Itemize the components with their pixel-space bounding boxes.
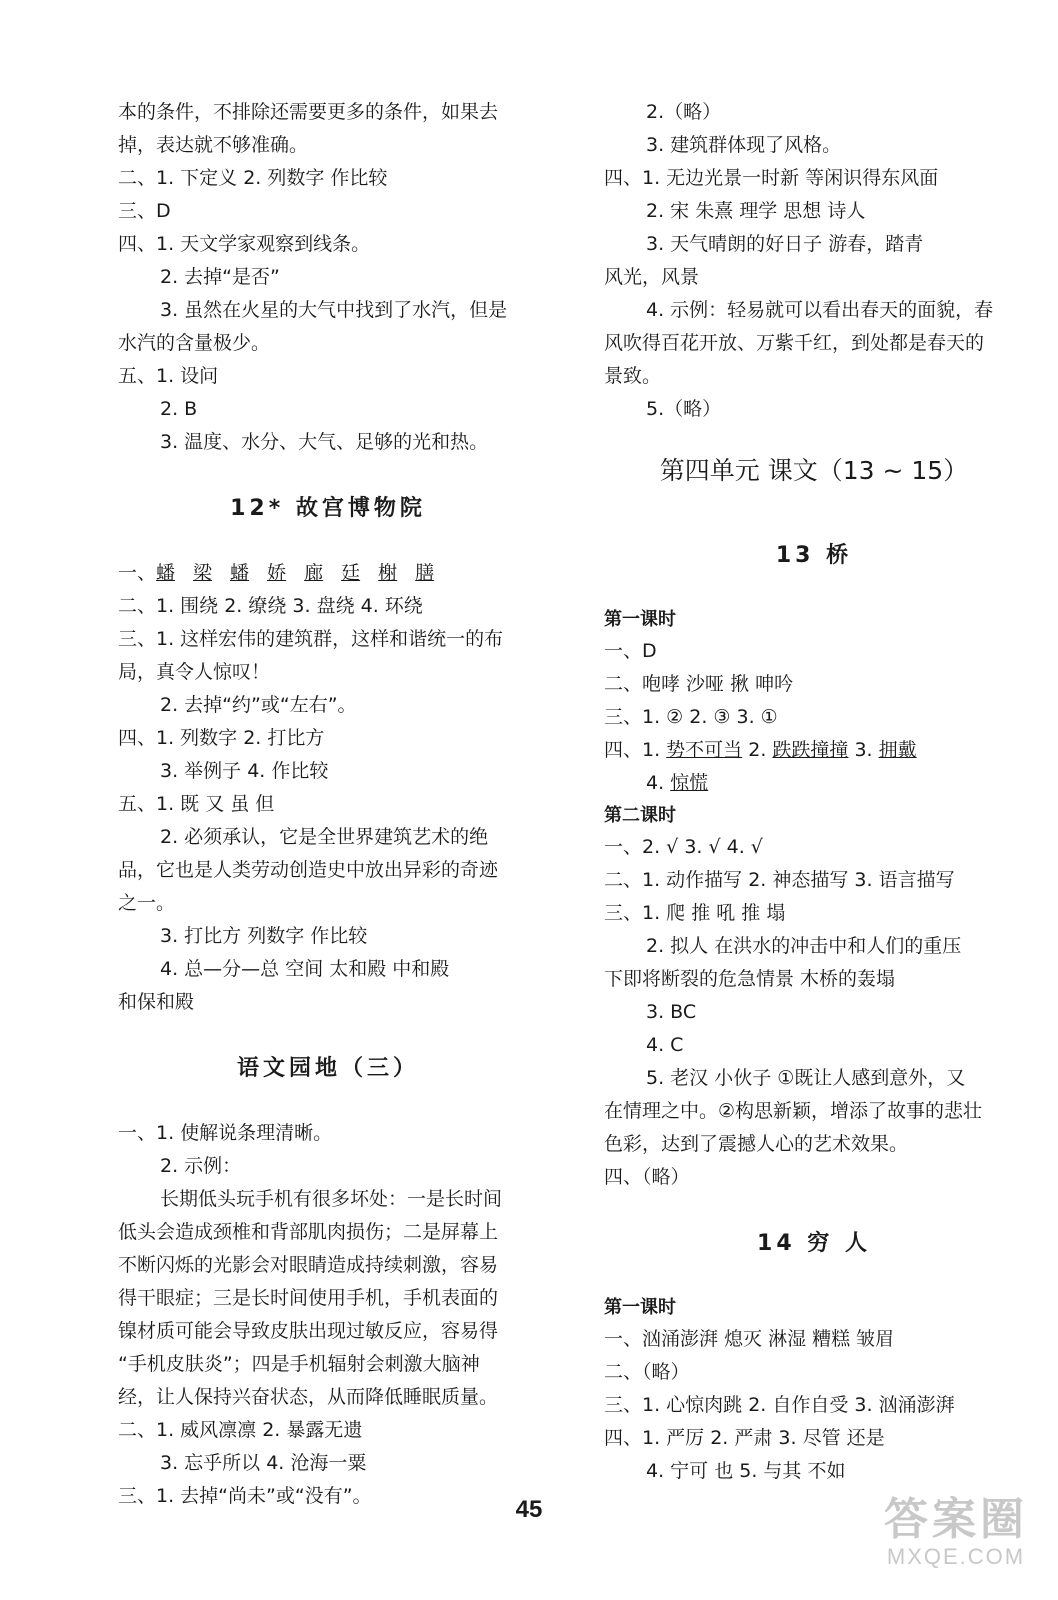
text-line: 和保和殿 xyxy=(118,991,195,1013)
period-heading: 第一课时 xyxy=(604,1297,676,1318)
text-line: 2.（略） xyxy=(646,101,722,123)
watermark-logo xyxy=(884,1496,1028,1570)
text-line: 4. C xyxy=(646,1034,684,1056)
text-line: 经，让人保持兴奋状态，从而降低睡眠质量。 xyxy=(118,1386,499,1408)
text-line: 三、1. ② 2. ③ 3. ① xyxy=(604,706,778,728)
text-line: 3. 虽然在火星的大气中找到了水汽，但是 xyxy=(160,299,508,321)
text-line: 二、1. 威风凛凛 2. 暴露无遗 xyxy=(118,1419,363,1441)
left-column xyxy=(118,96,538,1513)
char-word: 廊 xyxy=(304,562,324,584)
text-line-underlined-words xyxy=(118,557,538,590)
text-line: 低头会造成颈椎和背部肌肉损伤；二是屏幕上 xyxy=(118,1221,499,1243)
text-line: 2. 宋 朱熹 理学 思想 诗人 xyxy=(646,200,866,222)
text-line: 3. 忘乎所以 4. 沧海一粟 xyxy=(160,1452,367,1474)
item-prefix: 2. xyxy=(742,739,773,761)
text-line: 之一。 xyxy=(118,892,176,914)
item-prefix: 一、 xyxy=(118,562,157,584)
char-word: 蟠 xyxy=(230,562,250,584)
text-line: 三、1. 这样宏伟的建筑群，这样和谐统一的布 xyxy=(118,628,504,650)
item-prefix: 3. xyxy=(848,739,879,761)
text-line: 四、（略） xyxy=(604,1166,690,1188)
right-column xyxy=(604,96,1024,1488)
text-line: 三、1. 心惊肉跳 2. 自作自受 3. 汹涌澎湃 xyxy=(604,1394,955,1416)
word: 拥戴 xyxy=(878,739,917,761)
text-line: 在情理之中。②构思新颖，增添了故事的悲壮 xyxy=(604,1100,983,1122)
text-line: 3. 温度、水分、大气、足够的光和热。 xyxy=(160,431,489,453)
text-line: 一、D xyxy=(604,640,657,662)
text-line: 局，真令人惊叹！ xyxy=(118,661,271,683)
text-line: 色彩，达到了震撼人心的艺术效果。 xyxy=(604,1133,909,1155)
text-line: 2. 拟人 在洪水的冲击中和人们的重压 xyxy=(646,935,962,957)
text-line: 四、1. 列数字 2. 打比方 xyxy=(118,727,325,749)
word: 跌跌撞撞 xyxy=(772,739,849,761)
text-line: 2. 去掉“是否” xyxy=(160,266,280,288)
text-line: 四、1. 无边光景一时新 等闲识得东风面 xyxy=(604,167,939,189)
text-line: 2. 示例： xyxy=(160,1155,242,1177)
unit-heading: 第四单元 课文（13 ~ 15） xyxy=(659,456,969,485)
text-line: 三、1. 去掉“尚未”或“没有”。 xyxy=(118,1485,372,1507)
item-prefix: 4. xyxy=(646,772,671,794)
text-line: 3. 天气晴朗的好日子 游春，踏青 xyxy=(646,233,924,255)
text-line: 水汽的含量极少。 xyxy=(118,332,271,354)
garden-heading: 语文园地（三） xyxy=(236,1056,419,1081)
period-heading: 第一课时 xyxy=(604,609,676,630)
text-line: 四、1. 天文学家观察到线条。 xyxy=(118,233,371,255)
text-line: 2. 必须承认，它是全世界建筑艺术的绝 xyxy=(160,826,489,848)
text-line: 不断闪烁的光影会对眼睛造成持续刺激，容易 xyxy=(118,1254,499,1276)
text-line: 一、1. 使解说条理清晰。 xyxy=(118,1122,333,1144)
text-line: 二、1. 下定义 2. 列数字 作比较 xyxy=(118,167,388,189)
text-line: 5.（略） xyxy=(646,398,722,420)
text-line: 景致。 xyxy=(604,365,662,387)
text-line: 风吹得百花开放、万紫千红，到处都是春天的 xyxy=(604,332,985,354)
text-line: 4. 总—分—总 空间 太和殿 中和殿 xyxy=(160,958,450,980)
text-line: 三、D xyxy=(118,200,171,222)
text-line: 二、咆哮 沙哑 揪 呻吟 xyxy=(604,673,794,695)
text-line: 5. 老汉 小伙子 ①既让人感到意外，又 xyxy=(646,1067,966,1089)
text-line: 4. 宁可 也 5. 与其 不如 xyxy=(646,1460,846,1482)
text-line: 五、1. 既 又 虽 但 xyxy=(118,793,275,815)
text-line: 长期低头玩手机有很多坏处：一是长时间 xyxy=(160,1188,503,1210)
text-line: 二、1. 动作描写 2. 神态描写 3. 语言描写 xyxy=(604,869,955,891)
char-word: 娇 xyxy=(267,562,287,584)
lesson-14-heading: 14 穷 人 xyxy=(757,1231,871,1256)
text-line: 3. BC xyxy=(646,1001,697,1023)
text-line: 风光，风景 xyxy=(604,266,700,288)
page-number: 45 xyxy=(515,1496,543,1523)
text-line: 掉，表达就不够准确。 xyxy=(118,134,309,156)
text-line: 4. 示例：轻易就可以看出春天的面貌，春 xyxy=(646,299,994,321)
char-word: 廷 xyxy=(341,562,361,584)
period-heading: 第二课时 xyxy=(604,805,676,826)
text-line-underlined-words xyxy=(604,767,1024,800)
text-line: 镍材质可能会导致皮肤出现过敏反应，容易得 xyxy=(118,1320,499,1342)
char-word: 榭 xyxy=(378,562,398,584)
text-line: 3. 建筑群体现了风格。 xyxy=(646,134,842,156)
text-line: 四、1. 严厉 2. 严肃 3. 尽管 还是 xyxy=(604,1427,885,1449)
text-line: 本的条件，不排除还需要更多的条件，如果去 xyxy=(118,101,499,123)
text-line: 得干眼症；三是长时间使用手机，手机表面的 xyxy=(118,1287,499,1309)
char-word: 梁 xyxy=(193,562,213,584)
lesson-12-heading: 12* 故宫博物院 xyxy=(230,496,426,521)
item-prefix: 四、1. xyxy=(604,739,667,761)
text-line: “手机皮肤炎”；四是手机辐射会刺激大脑神 xyxy=(118,1353,480,1375)
word: 势不可当 xyxy=(666,739,743,761)
text-line: 二、1. 围绕 2. 缭绕 3. 盘绕 4. 环绕 xyxy=(118,595,423,617)
lesson-13-heading: 13 桥 xyxy=(775,543,853,568)
text-line: 2. 去掉“约”或“左右”。 xyxy=(160,694,357,716)
text-line-underlined-words xyxy=(604,734,1024,767)
text-line: 3. 打比方 列数字 作比较 xyxy=(160,925,368,947)
text-line: 二、（略） xyxy=(604,1361,690,1383)
watermark-url: MXQE.COM xyxy=(886,1544,1026,1569)
text-line: 3. 举例子 4. 作比较 xyxy=(160,760,329,782)
watermark-text: 答案圈 xyxy=(884,1495,1028,1544)
char-word: 膳 xyxy=(415,562,435,584)
char-word: 蟠 xyxy=(156,562,176,584)
text-line: 品，它也是人类劳动创造史中放出异彩的奇迹 xyxy=(118,859,499,881)
text-line: 五、1. 设问 xyxy=(118,365,219,387)
text-line: 一、2. √ 3. √ 4. √ xyxy=(604,836,763,858)
text-line: 2. B xyxy=(160,398,198,420)
text-line: 下即将断裂的危急情景 木桥的轰塌 xyxy=(604,968,896,990)
text-line: 一、汹涌澎湃 熄灭 淋湿 糟糕 皱眉 xyxy=(604,1328,895,1350)
text-line: 三、1. 爬 推 吼 推 塌 xyxy=(604,902,786,924)
word: 惊慌 xyxy=(670,772,709,794)
